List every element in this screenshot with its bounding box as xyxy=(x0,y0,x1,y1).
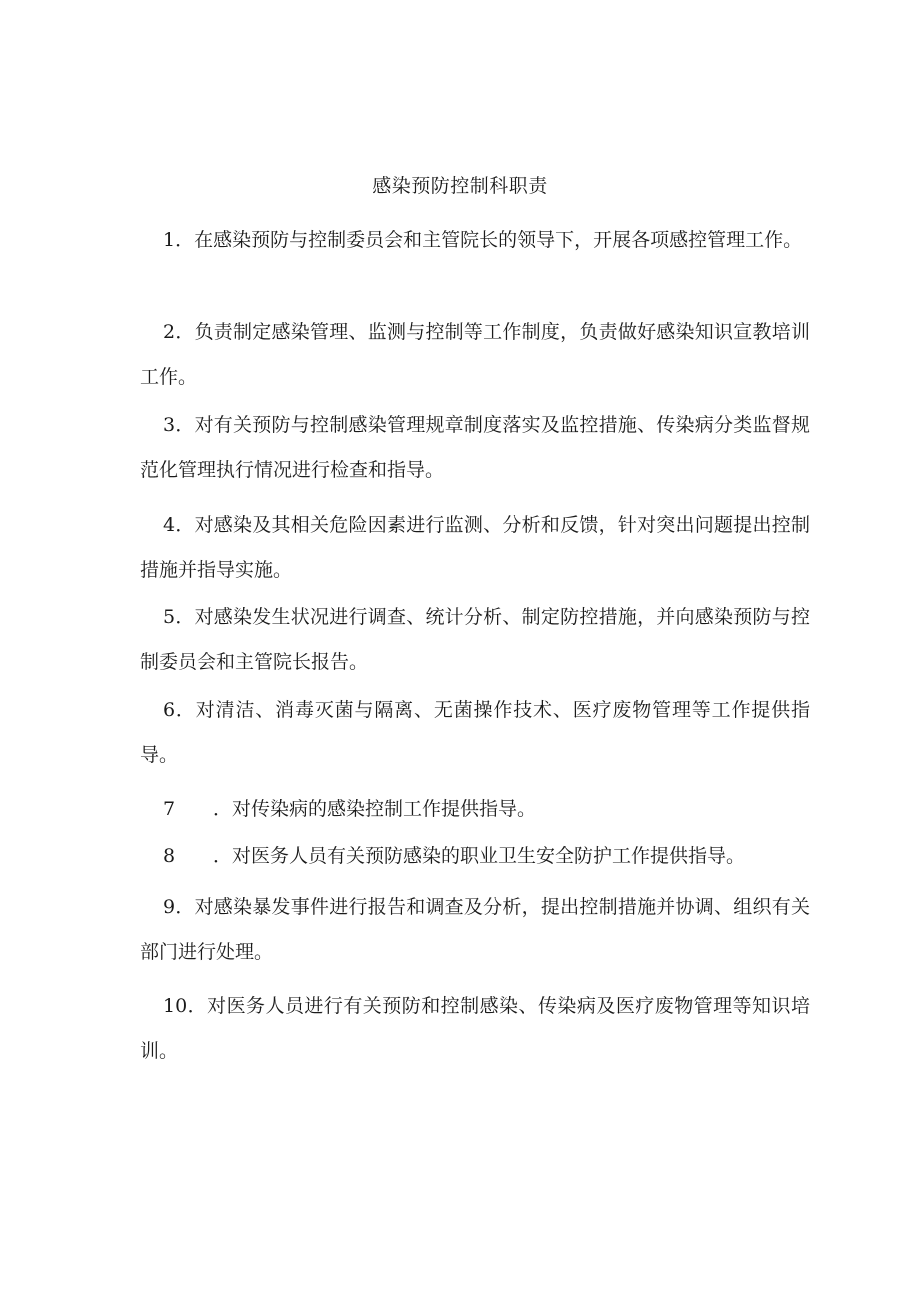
item-text: ．对感染发生状况进行调查、统计分析、制定防控措施，并向感染预防与控制委员会和主管院长报告。 xyxy=(140,606,810,673)
duty-item-5 xyxy=(140,595,810,685)
item-number: 2 xyxy=(163,321,176,343)
duty-item-6 xyxy=(140,688,810,778)
duty-item-10 xyxy=(140,984,810,1074)
item-text: ．对医务人员进行有关预防和控制感染、传染病及医疗废物管理等知识培训。 xyxy=(140,995,810,1062)
duty-item-9 xyxy=(140,885,810,975)
item-text: ．对有关预防与控制感染管理规章制度落实及监控措施、传染病分类监督规范化管理执行情况进行检查和指导。 xyxy=(140,414,810,481)
page-title: 感染预防控制科职责 xyxy=(372,175,548,197)
item-text: ．对清洁、消毒灭菌与隔离、无菌操作技术、医疗废物管理等工作提供指导。 xyxy=(140,699,810,766)
item-number: 10 xyxy=(163,995,188,1017)
duty-item-3 xyxy=(140,403,810,493)
item-number: 6 xyxy=(163,699,176,721)
duty-item-8 xyxy=(140,834,810,879)
item-number: 1 xyxy=(163,229,176,251)
item-number: 7 xyxy=(163,798,176,820)
duty-item-2 xyxy=(140,310,810,400)
item-text: ．对医务人员有关预防感染的职业卫生安全防护工作提供指导。 xyxy=(213,845,746,867)
item-number: 4 xyxy=(163,514,176,536)
item-number: 9 xyxy=(163,896,176,918)
item-number: 5 xyxy=(163,606,176,628)
duty-item-4 xyxy=(140,503,810,593)
duty-item-7 xyxy=(140,787,810,832)
item-text: ．对感染及其相关危险因素进行监测、分析和反馈，针对突出问题提出控制措施并指导实施。 xyxy=(140,514,810,581)
item-text: ．在感染预防与控制委员会和主管院长的领导下，开展各项感控管理工作。 xyxy=(175,229,803,251)
item-text: ．负责制定感染管理、监测与控制等工作制度，负责做好感染知识宣教培训工作。 xyxy=(140,321,810,388)
item-text: ．对传染病的感染控制工作提供指导。 xyxy=(213,798,537,820)
item-text: ．对感染暴发事件进行报告和调查及分析，提出控制措施并协调、组织有关部门进行处理。 xyxy=(140,896,810,963)
duty-item-1 xyxy=(140,218,810,263)
item-number: 8 xyxy=(163,845,176,867)
item-number: 3 xyxy=(163,414,176,436)
